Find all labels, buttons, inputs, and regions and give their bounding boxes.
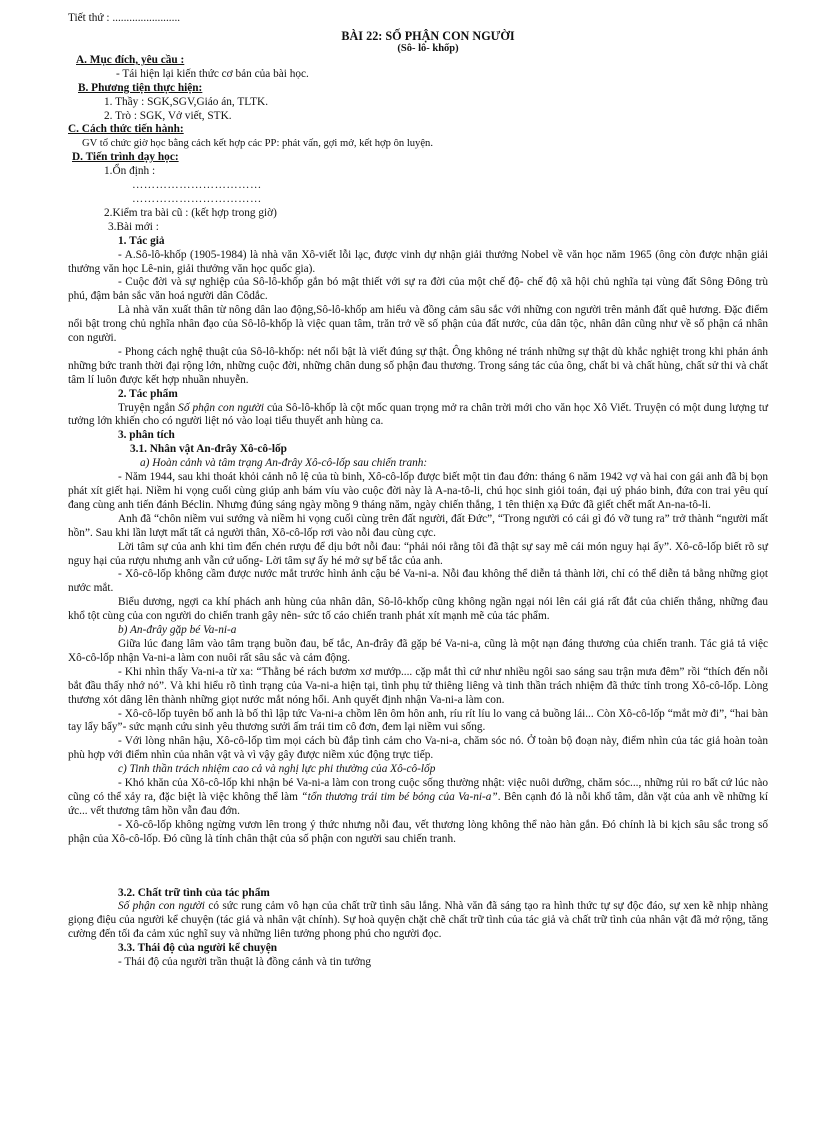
bai-moi: 3.Bài mới :: [108, 220, 159, 233]
phan-tich-a2: Anh đã “chôn niềm vui sướng và niềm hi vọng cuối cùng trên đất người, đất Đức”, “Trong người có cái gì đó vỡ tung ra” trở thành “người mất hồn”. Sau khi lần lượt mất tất cả người thân, Xô-cô-lốp rơi vào nỗi đau cùng cực.: [68, 512, 768, 539]
sub-heading-c: c) Tinh thần trách nhiệm cao cả và nghị lực phi thường của Xô-cô-lốp: [118, 763, 436, 776]
on-dinh: 1.Ổn định :: [104, 165, 156, 178]
phan-tich-b2: - Khi nhìn thấy Va-ni-a từ xa: “Thằng bé rách bươm xơ mướp.... cặp mắt thì cứ như nhiều ngôi sao sáng sau trận mưa đêm” rồi “thích đến nỗi bắt đầu thấy nhớ nó”. Và khi hiểu rõ tình trạng của Va-ni-a hiện tại, tình phụ tử thiêng liêng và tinh thần trách nhiệm đã thức tỉnh trong Xô-cô-lốp. Lòng thương xót dâng lên thành những giọt nước mắt nóng hổi. Anh quyết định nhận Va-ni-a làm con.: [68, 665, 768, 706]
phan-tich-c2: - Xô-cô-lốp không ngừng vươn lên trong ý thức nhưng nỗi đau, vết thương lòng không thể nào hàn gắn. Đó chính là bi kịch sâu sắc trong số phận của Xô-cô-lốp. Đó cũng là tính chân thật của số phận con người sau chiến tranh.: [68, 818, 768, 845]
blank-line-2: ……………………………: [132, 192, 262, 205]
heading-tac-gia: 1. Tác giả: [118, 234, 165, 247]
phan-tich-a5: Biểu dương, ngợi ca khí phách anh hùng của nhân dân, Sô-lô-khốp cũng không ngần ngại nói lên cái giá rất đắt của chiến thắng, những đau khổ tột cùng của con người do chiến tranh gây nên- sức tố cáo chiến tranh phát xít mạnh mẽ của tác phẩm.: [68, 596, 768, 623]
heading-chat-tru-tinh: 3.2. Chất trữ tình của tác phẩm: [118, 886, 270, 899]
spacer: [68, 847, 768, 887]
heading-nhan-vat: 3.1. Nhân vật An-đrây Xô-cô-lốp: [130, 443, 287, 456]
chat-tru-tinh-body: Số phận con người có sức rung cảm vô hạn của chất trữ tình sâu lắng. Nhà văn đã sáng tạo ra hình thức tự sự độc đáo, sự xen kẽ nhịp nhàng giọng điệu của người kể chuyện (tác giả và nhân vật chính). Sự hoà quyện chặt chẽ chất trữ tình của tác giả và chất trữ tình của nhân vật đã mở rộng, tăng cường đến tối đa cảm xúc nghĩ suy và những liên tưởng phong phú cho người đọc.: [68, 900, 768, 941]
document-page: [68, 12, 768, 970]
tac-gia-p4: - Phong cách nghệ thuật của Sô-lô-khốp: nét nổi bật là viết đúng sự thật. Ông không né tránh những sự thật dù khắc nghiệt trong khi phản ánh những bức tranh thời đại rộng lớn, những cuộc đời, những chân dung số phận đau thương. Trong sáng tác của ông, chất bi và chất hùng, chất sử thi và chất tâm lí luôn được kết hợp nhuần nhuyễn.: [68, 345, 768, 386]
phan-tich-c1: - Khó khăn của Xô-cô-lốp khi nhận bé Va-ni-a làm con trong cuộc sống thường nhật: việc nuôi dưỡng, chăm sóc..., những rủi ro bất cứ lúc nào cũng có thể xảy ra, đặc biệt là việc không thể làm “tổn thương trái tim bé bỏng của Va-ni-a”. Bên cạnh đó là nỗi khổ tâm, dằn vặt của anh về những kí ức... vết thương tâm hồn vẫn đau đớn.: [68, 777, 768, 817]
heading-thai-do: 3.3. Thái độ của người kể chuyện: [118, 942, 278, 955]
sub-heading-b: b) An-đrây gặp bé Va-ni-a: [118, 624, 237, 637]
phan-tich-b1: Giữa lúc đang lâm vào tâm trạng buồn đau, bế tắc, An-đrây đã gặp bé Va-ni-a, cũng là một nạn đáng thương của chiến tranh. Tác giả tả việc Xô-cô-lốp nhận Va-ni-a làm con nuôi rất sâu sắc và cảm động.: [68, 637, 768, 664]
section-a-item: - Tái hiện lại kiến thức cơ bản của bài học.: [116, 67, 309, 80]
heading-section-b: B. Phương tiện thực hiện:: [78, 81, 203, 94]
heading-tac-pham: 2. Tác phẩm: [118, 387, 178, 400]
phan-tich-a4: - Xô-cô-lốp không cầm được nước mắt trước hình ảnh cậu bé Va-ni-a. Nỗi đau không thể diễn tả thành lời, chỉ có thể diễn tả bằng những giọt nước mắt.: [68, 568, 768, 595]
heading-section-a: A. Mục đích, yêu cầu :: [76, 53, 185, 66]
heading-section-c: C. Cách thức tiến hành:: [68, 123, 184, 136]
heading-section-d: D. Tiến trình dạy học:: [72, 151, 179, 164]
phan-tich-b4: - Với lòng nhân hậu, Xô-cô-lốp tìm mọi cách bù đắp tình cảm cho Va-ni-a, chăm sóc nó. Ở toàn bộ đoạn này, điểm nhìn của tác giả hoàn toàn phù hợp với điểm nhìn của nhân vật và vì vậy gây được niềm xúc động trực tiếp.: [68, 735, 768, 762]
section-c-item: GV tổ chức giờ học bằng cách kết hợp các PP: phát vấn, gợi mở, kết hợp ôn luyện.: [82, 138, 434, 150]
heading-phan-tich: 3. phân tích: [118, 429, 175, 442]
section-b-item-1: 1. Thầy : SGK,SGV,Giáo án, TLTK.: [104, 95, 269, 108]
sub-heading-a: a) Hoàn cảnh và tâm trạng An-đrây Xô-cô-lốp sau chiến tranh:: [140, 457, 428, 470]
phan-tich-a3: Lời tâm sự của anh khi tìm đến chén rượu để dịu bớt nỗi đau: “phải nói rằng tôi đã thật sự say mê cái món nguy hại ấy”. Xô-cô-lốp biết rõ sự nguy hại của rượu nhưng anh vẫn cứ uống- Lời tâm sự ấy hé mở sự bế tắc của anh.: [68, 540, 768, 567]
lesson-title: BÀI 22: SỐ PHẬN CON NGƯỜI: [341, 28, 515, 43]
lesson-number: Tiết thứ : ........................: [68, 12, 181, 24]
section-b-item-2: 2. Trò : SGK, Vở viết, STK.: [104, 109, 232, 122]
blank-line-1: ……………………………: [132, 179, 262, 192]
tac-gia-p2: - Cuộc đời và sự nghiệp của Sô-lô-khốp gắn bó mật thiết với sự ra đời của một chế độ- chế độ xã hội chủ nghĩa tại vùng đất Sông Đông trù phú, đậm bản sắc văn hoá người dân Côdắc.: [68, 276, 768, 303]
tac-gia-p1: - A.Sô-lô-khốp (1905-1984) là nhà văn Xô-viết lỗi lạc, được vinh dự nhận giải thưởng Nobel về văn học năm 1965 (ông còn được nhận giải thưởng văn học Lê-nin, giải thưởng văn học quốc gia).: [68, 248, 768, 275]
tac-pham-p1: Truyện ngắn Số phận con người của Sô-lô-khốp là cột mốc quan trọng mở ra chân trời mới cho văn học Xô Viết. Truyện có một dung lượng tư tưởng lớn khiến cho có người liệt nó vào loại tiểu thuyết anh hùng ca.: [68, 401, 768, 428]
phan-tich-a1: - Năm 1944, sau khi thoát khỏi cảnh nô lệ của tù binh, Xô-cô-lốp được biết một tin đau đớn: tháng 6 năm 1942 vợ và hai con gái anh đã bị bọn phát xít giết hại. Niềm hi vọng cuối cùng giúp anh bám víu vào cuộc đời này là A-na-tô-li, chú học sinh giỏi toán, đại uý pháo binh, đứa con trai yêu quí đang cùng anh tiến đánh Béclin. Nhưng đúng sáng ngày mồng 9 tháng năm, ngày chiến thắng, 1 tên thiện xạ Đức đã giết chết mất An-na-tô-li.: [68, 471, 768, 511]
kiem-tra-bai-cu: 2.Kiểm tra bài cũ : (kết hợp trong giờ): [104, 206, 277, 219]
thai-do-line: - Thái độ của người trần thuật là đồng cảnh và tin tưởng: [118, 956, 371, 969]
phan-tich-b3: - Xô-cô-lốp tuyên bố anh là bố thì lập tức Va-ni-a chồm lên ôm hôn anh, ríu rít líu lo vang cả buồng lái... Còn Xô-cô-lốp “mắt mờ đi”, “hai bàn tay lẩy bẩy”- sức mạnh cứu sinh yêu thương sưởi ấm trái tim cô đơn, đem lại niềm vui sống.: [68, 707, 768, 734]
lesson-subtitle: (Sô- lô- khốp): [397, 42, 459, 54]
tac-gia-p3: Là nhà văn xuất thân từ nông dân lao động,Sô-lô-khốp am hiểu và đồng cảm sâu sắc với những con người trên mảnh đất quê hương. Đặc điểm nổi bật trong chủ nghĩa nhân đạo của Sô-lô-khốp là việc quan tâm, trăn trở về số phận của đất nước, của dân tộc, nhân dân cũng như về số phận cá nhân con người.: [68, 304, 768, 345]
